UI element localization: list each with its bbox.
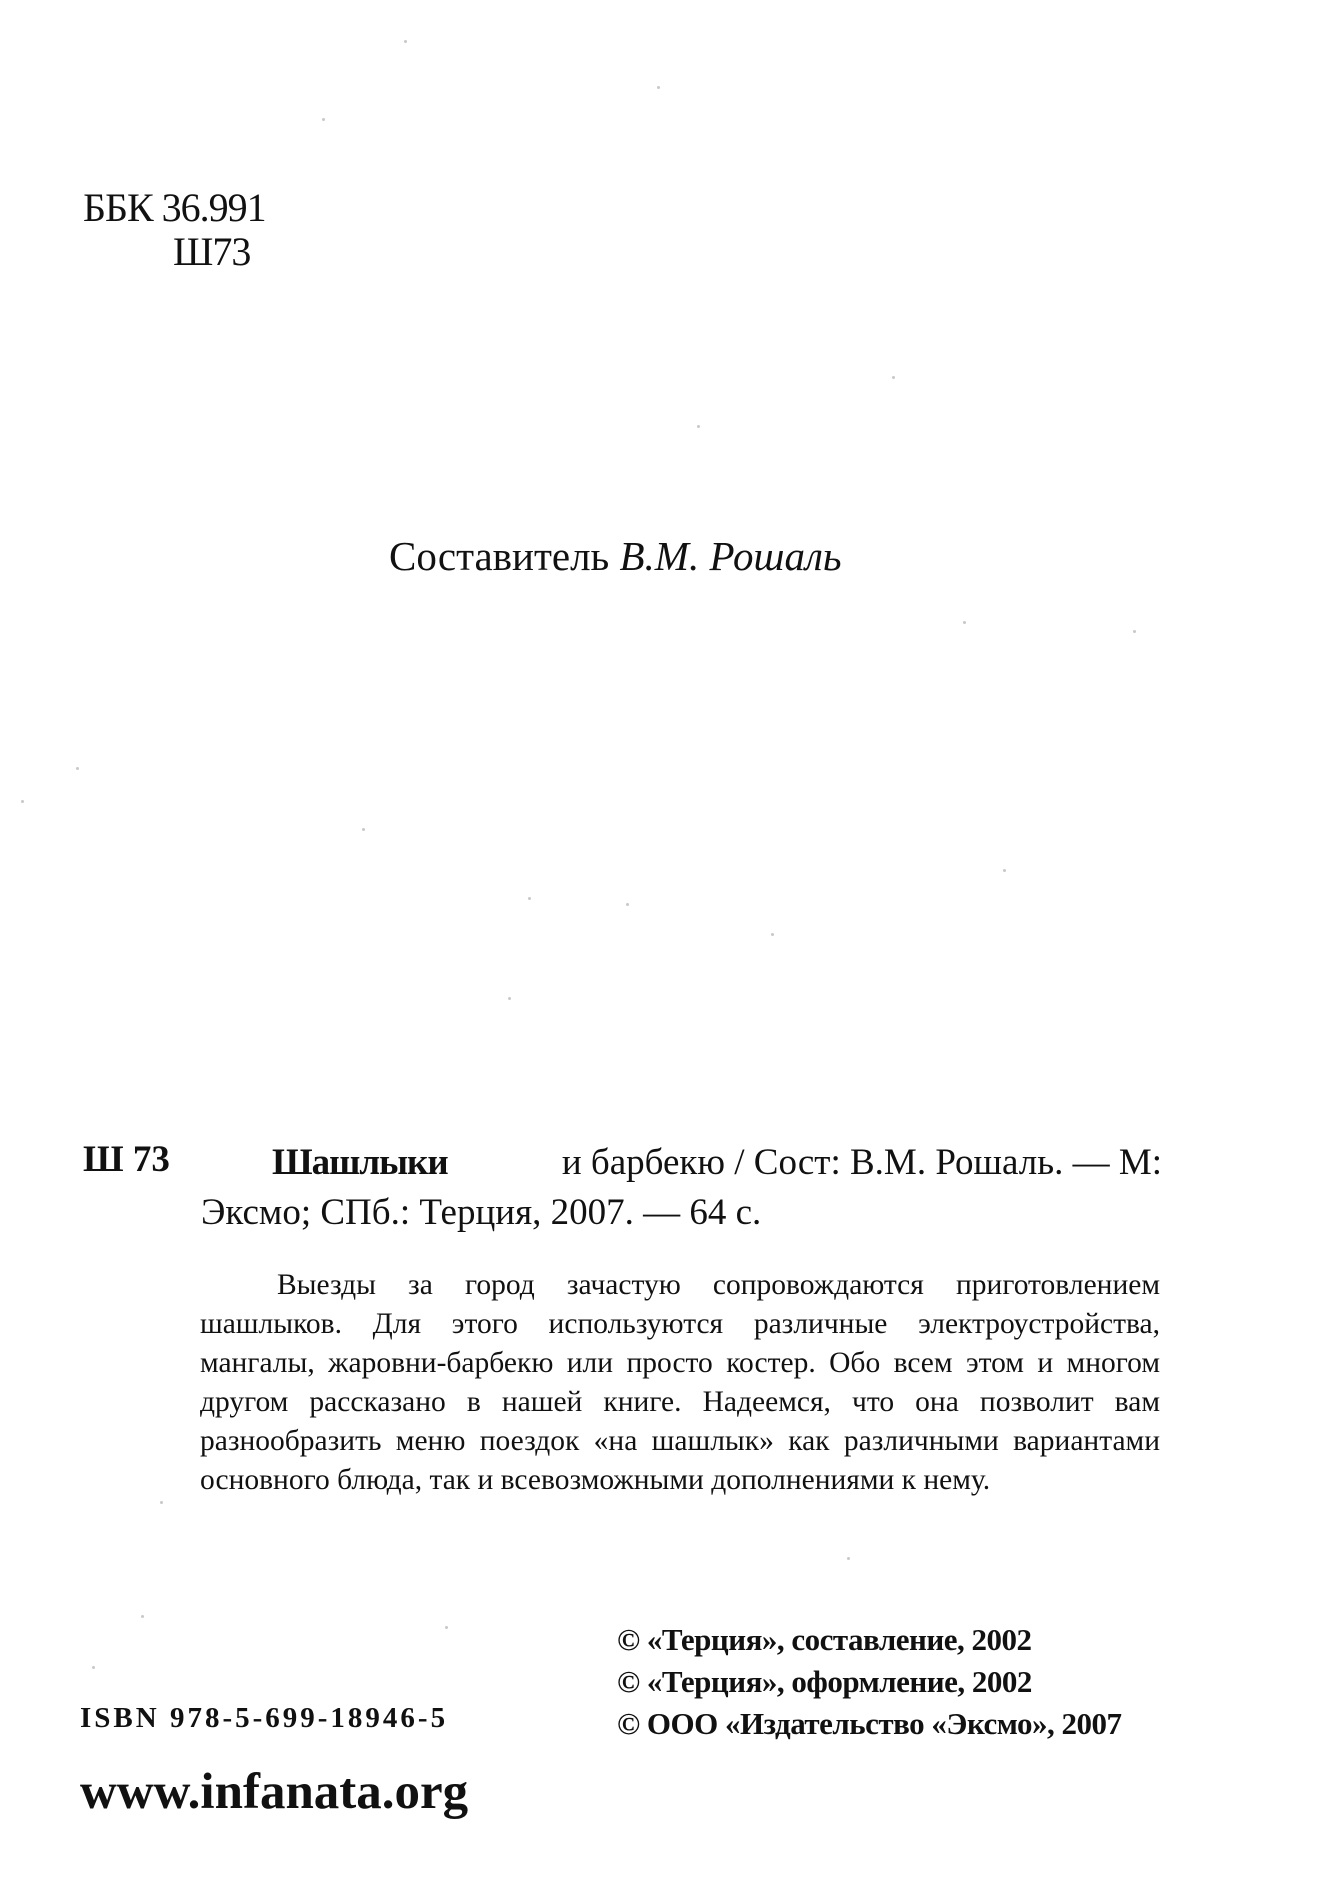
scan-speck	[847, 1557, 850, 1560]
scan-speck	[92, 1666, 95, 1669]
book-title: Шашлыки	[272, 1142, 448, 1183]
annotation-text: Выезды за город зачастую сопровождаются приготовлением шашлыков. Для этого используются различные электроустройства, мангалы, жаровни-барбекю или просто костер. Обо всем этом и многом другом рассказано в нашей книге. Надеемся, что она позволит вам разнообразить меню поездок «на шашлык» как различными вариантами основного блюда, так и всевозможными дополнениями к нему.	[200, 1269, 1160, 1496]
scan-speck	[160, 1501, 163, 1504]
scan-speck	[21, 800, 24, 803]
isbn: ISBN 978-5-699-18946-5	[80, 1702, 449, 1734]
scan-speck	[771, 933, 774, 936]
bibliographic-line-1	[272, 1138, 1162, 1188]
scan-speck	[322, 118, 325, 121]
copyright-line: © ООО «Издательство «Эксмо», 2007	[617, 1706, 1122, 1741]
scan-speck	[404, 40, 407, 43]
copyright-line: © «Терция», составление, 2002	[617, 1622, 1032, 1657]
scan-speck	[1003, 869, 1006, 872]
copyright-block	[617, 1619, 1122, 1745]
classification-block	[83, 186, 266, 274]
author-sign: Ш73	[173, 229, 251, 274]
compiler-name: В.М. Рошаль	[619, 533, 842, 579]
scan-speck	[362, 828, 365, 831]
compiler-label: Составитель	[389, 533, 610, 579]
scan-speck	[141, 1615, 144, 1618]
scan-speck	[626, 903, 629, 906]
copyright-line: © «Терция», оформление, 2002	[617, 1664, 1032, 1699]
bibliographic-code-text: Ш 73	[83, 1139, 170, 1180]
scan-speck	[963, 621, 966, 624]
scan-speck	[697, 425, 700, 428]
scan-speck	[657, 86, 660, 89]
scan-speck	[528, 897, 531, 900]
bibliographic-record	[201, 1138, 1162, 1238]
bibliographic-code	[83, 1138, 170, 1181]
scan-speck	[892, 376, 895, 379]
website-link[interactable]: www.infanata.org	[80, 1764, 469, 1820]
scan-speck	[508, 997, 511, 1000]
bbk-code: ББК 36.991	[83, 185, 266, 230]
bibliographic-line-1-rest: и барбекю / Сост: В.М. Рошаль. — М:	[561, 1142, 1162, 1183]
bibliographic-line-2: Эксмо; СПб.: Терция, 2007. — 64 с.	[201, 1192, 762, 1233]
scan-speck	[76, 767, 79, 770]
compiler-line	[389, 532, 842, 580]
scan-speck	[1133, 630, 1136, 633]
scan-speck	[445, 1626, 448, 1629]
annotation	[200, 1266, 1160, 1500]
